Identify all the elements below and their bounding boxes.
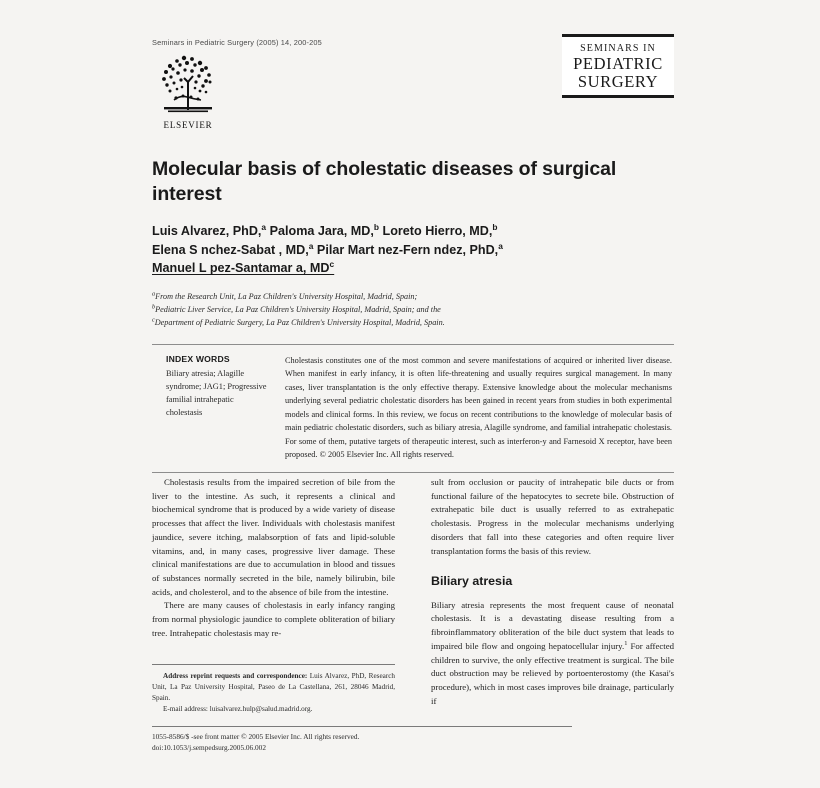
journal-masthead-box: [562, 34, 674, 98]
footnote-email-label: E-mail address:: [163, 704, 208, 713]
citation-marker: 1: [624, 639, 628, 647]
journal-citation-line: Seminars in Pediatric Surgery (2005) 14, 200-205: [152, 38, 322, 47]
body-paragraph-part-a: Biliary atresia represents the most frequent cause of neonatal cholestasis. It is a devastating disease resulting from a fibroinflammatory obliteration of the bile duct system that leads to impaired bile flow and ongoing hepatocellular injury.: [431, 599, 674, 651]
author-list: [152, 222, 592, 278]
index-words-panel: [152, 354, 270, 419]
body-column-left: [152, 476, 395, 641]
page-content: [150, 0, 674, 788]
affiliation-marker: a: [152, 290, 156, 298]
author-affil-marker: a: [308, 240, 314, 251]
author-affil-marker: b: [373, 221, 380, 232]
footnote-email: [152, 704, 395, 715]
index-words-list: Biliary atresia; Alagille syndrome; JAG1; Progressive familial intrahepatic cholestasis: [166, 369, 267, 418]
author-affil-marker: c: [329, 259, 335, 270]
body-column-right: [431, 476, 674, 708]
abstract-body: Cholestasis constitutes one of the most common and severe manifestations of acquired or inherited liver disease. When manifest in early infancy, it is often life-threatening and usually requires surgical management. In many cases, liver transplantation is the only effective therapy. Extensive knowledge about the molecular mechanisms underlying several pediatric cholestatic disorders has been gained in recent years from studies in both experimental models and clinical forms. In this review, we focus on recent contributions to the knowledge of molecular basis of main pediatric cholestatic disorders, such as biliary atresia, Alagille syndrome, and familial intrahepatic cholestasis. For some of them, putative targets of therapeutic interest, such as interferon-y and Farnesoid X receptor, have been proposed.: [285, 356, 672, 460]
affiliation-text: Pediatric Liver Service, La Paz Children's University Hospital, Madrid, Spain; and the: [155, 304, 441, 314]
footnote-email-address[interactable]: luisalvarez.hulp@salud.madrid.org.: [207, 704, 313, 713]
doi-line: doi:10.1053/j.sempedsurg.2005.06.002: [152, 742, 266, 752]
footnote-address-text: Luis Alvarez, PhD, Research Unit, La Paz University Hospital, Paseo de La Castellana, 261, 28046 Madrid, Spain.: [152, 672, 395, 702]
body-paragraph: Cholestasis results from the impaired secretion of bile from the liver to the intestine. As such, it represents a clinical and biochemical syndrome that is produced by a wide variety of disease processes that affect the liver. Individuals with cholestasis manifest jaundice, severe itching, malabsorption of fats and lipid-soluble vitamins, and, in many cases, progressive liver damage. These clinical manifestations are due to accumulation in blood and tissues of substances normally secreted in the bile, namely bilirubin, bile acids, and cholesterol, and to the absence of bile from the intestine.: [152, 477, 395, 597]
section-heading-biliary-atresia: Biliary atresia: [431, 574, 513, 589]
masthead-line-3: SURGERY: [577, 71, 659, 91]
author-line-2b-text: Pilar Mart nez-Fern ndez, PhD,: [313, 242, 499, 257]
affiliation-list: [152, 291, 572, 330]
author-line-3-text: Manuel L pez-Santamar a, MD: [152, 261, 330, 276]
abstract-block: [152, 344, 674, 473]
masthead-line-2: PEDIATRIC: [573, 54, 663, 73]
elsevier-tree-icon: [156, 52, 220, 120]
issn-line: 1055-8586/$ -see front matter © 2005 Elsevier Inc. All rights reserved.: [152, 732, 360, 741]
affiliation-marker: b: [152, 303, 156, 311]
page-masthead: [150, 34, 674, 134]
author-line-1c-text: Loreto Hierro, MD,: [379, 224, 493, 238]
body-paragraph: sult from occlusion or paucity of intrahepatic bile ducts or from functional failure of the hepatocytes to secrete bile. Obstruction of extrahepatic bile duct is usually referred to as extrahepatic cholestasis. Progress in the molecular mechanisms underlying disorders that fall into these categories and often require liver transplantation forms the basis of this review.: [431, 477, 674, 556]
affiliation-text: From the Research Unit, La Paz Children's University Hospital, Madrid, Spain;: [155, 292, 418, 301]
index-words-heading: INDEX WORDS: [166, 354, 230, 364]
correspondence-footnote: [152, 664, 395, 715]
affiliation-item: [152, 291, 572, 304]
author-line-1-text: Luis Alvarez, PhD,: [152, 224, 262, 238]
page-footer: [152, 726, 572, 754]
author-affil-marker: a: [498, 240, 503, 251]
author-line-2-text: Elena S nchez-Sabat , MD,: [152, 242, 309, 257]
abstract-copyright: © 2005 Elsevier Inc. All rights reserved.: [319, 450, 454, 460]
footnote-address: [152, 671, 395, 704]
elsevier-logo: [156, 52, 220, 140]
abstract-text: [270, 354, 674, 462]
body-paragraph: There are many causes of cholestasis in early infancy ranging from normal physiologic jaundice to complete obliteration of biliary tree. Intrahepatic cholestasis may re-: [152, 600, 395, 638]
article-title: Molecular basis of cholestatic diseases of surgical interest: [152, 158, 617, 205]
author-line-1b-text: Paloma Jara, MD,: [266, 224, 374, 238]
elsevier-wordmark: ELSEVIER: [163, 120, 213, 130]
author-line-2: [152, 241, 592, 260]
body-paragraph: [431, 599, 674, 709]
masthead-line-1: SEMINARS IN: [580, 43, 656, 54]
author-affil-marker: b: [492, 221, 498, 232]
footnote-label: Address reprint requests and correspondence:: [163, 672, 308, 680]
author-line-1: [152, 222, 592, 241]
affiliation-item: [152, 317, 572, 330]
author-line-3: [152, 259, 592, 278]
author-affil-marker: a: [261, 221, 267, 232]
affiliation-text: Department of Pediatric Surgery, La Paz Children's University Hospital, Madrid, Spain.: [154, 317, 445, 327]
body-paragraph-part-b: For affected children to survive, the only effective treatment is surgical. The bile duct obstruction may be relieved by portoenterostomy (the Kasai's procedure), which in most cases improves bile drainage, particularly if: [431, 640, 674, 706]
affiliation-marker: c: [152, 316, 155, 324]
affiliation-item: [152, 304, 572, 317]
